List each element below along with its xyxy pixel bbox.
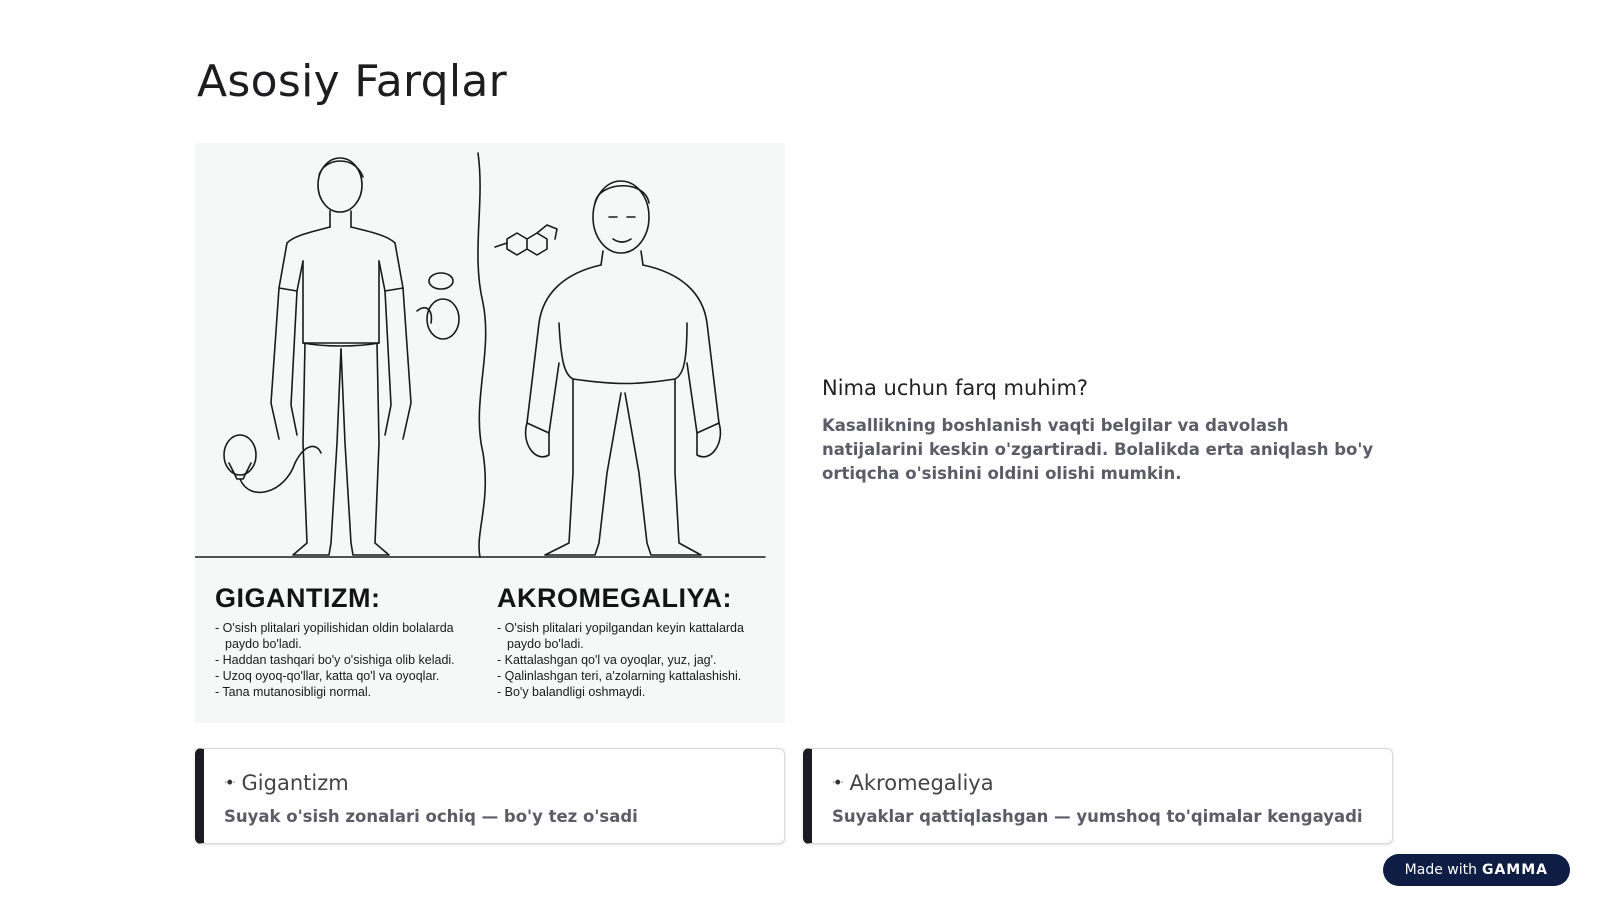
list-item: - O'sish plitalari yopilishidan oldin bolalarda paydo bo'ladi. bbox=[215, 620, 485, 652]
person-frown-icon: ꔹ bbox=[224, 775, 236, 791]
page-title: Asosiy Farqlar bbox=[197, 56, 508, 107]
side-paragraph: Kasallikning boshlanish vaqti belgilar va davolash natijalarini keskin o'zgartiradi. Bolalikda erta aniqlash bo'y ortiqcha o'sishini oldini olishi mumkin. bbox=[822, 416, 1374, 483]
list-item: - Kattalashgan qo'l va oyoqlar, yuz, jag'. bbox=[497, 652, 772, 668]
list-item: - Bo'y balandligi oshmaydi. bbox=[497, 684, 772, 700]
gigantism-heading: GIGANTIZM: bbox=[215, 583, 381, 613]
acromegaly-heading: AKROMEGALIYA: bbox=[497, 583, 733, 613]
list-item: - O'sish plitalari yopilgandan keyin kattalarda paydo bo'ladi. bbox=[497, 620, 772, 652]
gigantism-figure bbox=[271, 158, 411, 555]
list-item: - Tana mutanosibligi normal. bbox=[215, 684, 485, 700]
list-item: - Qalinlashgan teri, a'zolarning kattalashishi. bbox=[497, 668, 772, 684]
card-acromegaly bbox=[803, 748, 1393, 844]
person-frown-icon: ꔹ bbox=[832, 775, 844, 791]
badge-prefix: Made with bbox=[1404, 862, 1477, 878]
card-title: Gigantizm bbox=[241, 771, 349, 795]
card-body: Suyaklar qattiqlashgan — yumshoq to'qimalar kengayadi bbox=[832, 807, 1363, 826]
made-with-gamma-badge[interactable] bbox=[1383, 854, 1570, 886]
gigantism-list bbox=[215, 620, 485, 700]
side-heading: Nima uchun farq muhim? bbox=[822, 376, 1089, 400]
card-title: Akromegaliya bbox=[849, 771, 994, 795]
comparison-illustration bbox=[195, 143, 785, 723]
list-item: - Uzoq oyoq-qo'llar, katta qo'l va oyoqlar. bbox=[215, 668, 485, 684]
card-gigantism bbox=[195, 748, 785, 844]
list-item: - Haddan tashqari bo'y o'sishiga olib keladi. bbox=[215, 652, 485, 668]
gamma-logo: GAMMA bbox=[1481, 862, 1548, 878]
acromegaly-list bbox=[497, 620, 772, 700]
card-body: Suyak o'sish zonalari ochiq — bo'y tez o'sadi bbox=[224, 807, 638, 826]
divider-line bbox=[478, 153, 486, 557]
